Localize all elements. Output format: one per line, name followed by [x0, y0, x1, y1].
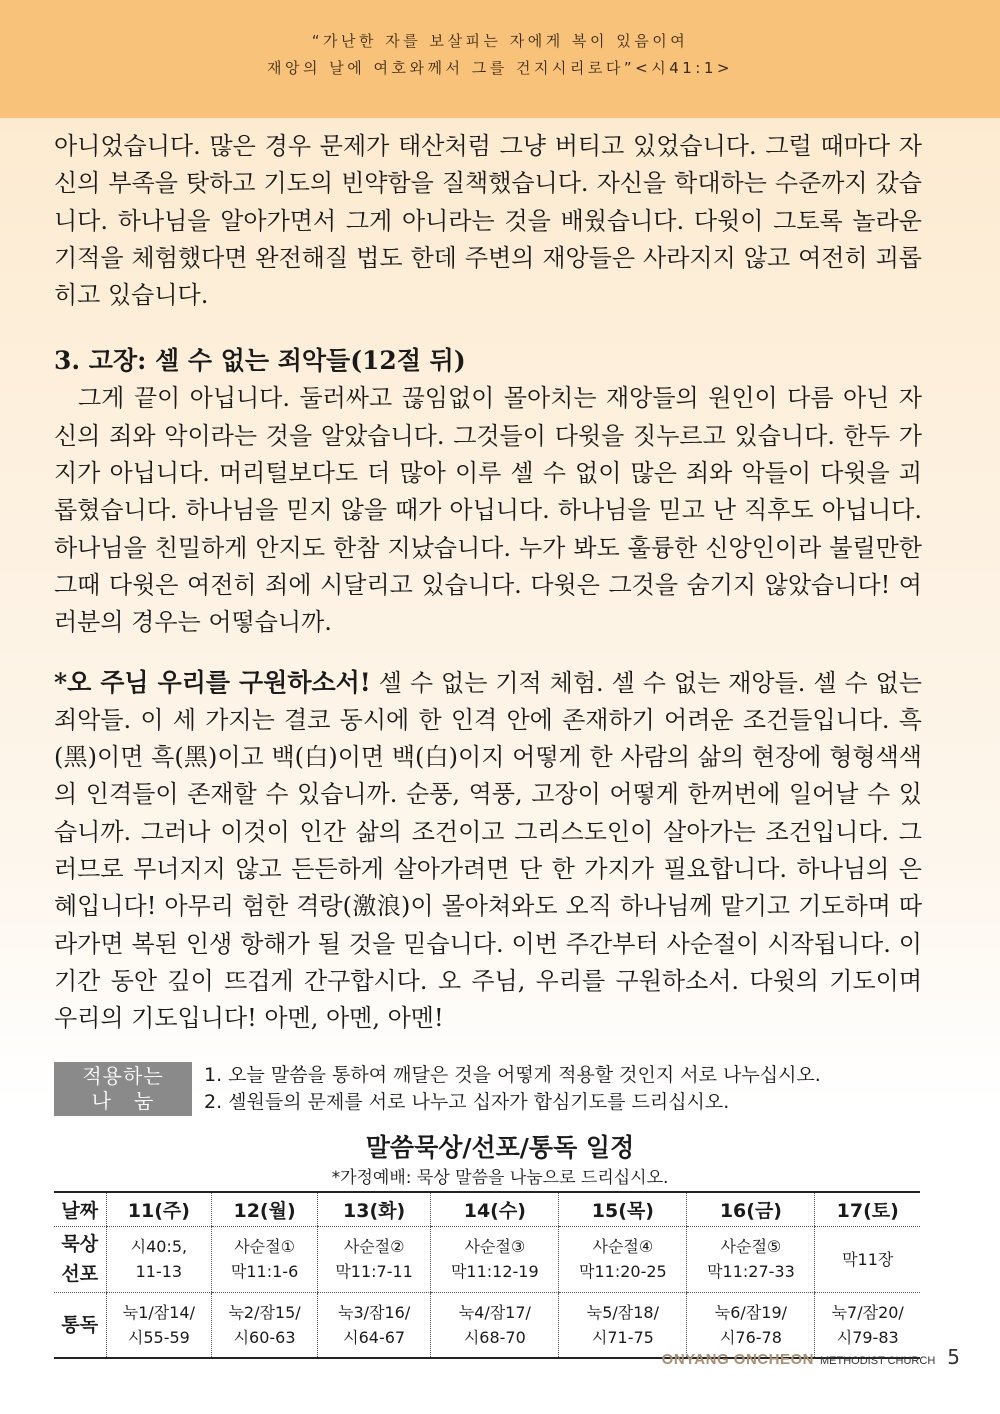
table-cell: 눅1/잠14/ 시55-59	[106, 1292, 212, 1358]
table-cell: 눅4/잠17/ 시68-70	[431, 1292, 559, 1358]
paragraph-1: 아니었습니다. 많은 경우 문제가 태산처럼 그냥 버티고 있었습니다. 그럴 때마다 자신의 부족을 탓하고 기도의 빈약함을 질책했습니다. 자신을 학대하는 수준까지 갔습니다. 하나님을 알아가면서 그게 아니라는 것을 배웠습니다. 다윗이 그토록 놀라운 기적을 체험했다면 완전해질 법도 한데 주변의 재앙들은 사라지지 않고 여전히 괴롭히고 있습니다.	[54, 132, 922, 310]
church-logo-sub: METHODIST CHURCH	[819, 1355, 936, 1367]
application-section	[54, 1062, 924, 1116]
table-cell: 눅5/잠18/ 시71-75	[559, 1292, 687, 1358]
table-header-date: 날짜	[54, 1192, 106, 1226]
schedule-table	[54, 1191, 920, 1359]
row-label-reading: 통독	[61, 1313, 99, 1336]
application-item-2: 2. 셀원들의 문제를 서로 나누고 십자가 합심기도를 드리십시오.	[204, 1091, 730, 1113]
table-cell: 눅3/잠16/ 시64-67	[317, 1292, 430, 1358]
table-cell: 막11장	[815, 1226, 920, 1292]
table-cell: 사순절② 막11:7-11	[317, 1226, 430, 1292]
page-number: 5	[947, 1345, 960, 1369]
table-header-day: 17(토)	[815, 1192, 920, 1226]
schedule-note: *가정예배: 묵상 말씀을 나눔으로 드리십시오.	[331, 1168, 669, 1188]
table-header-day: 16(금)	[687, 1192, 815, 1226]
application-item-1: 1. 오늘 말씀을 통하여 깨달은 것을 어떻게 적용할 것인지 서로 나누십시오.	[204, 1064, 821, 1086]
table-header-day: 15(목)	[559, 1192, 687, 1226]
table-row	[54, 1226, 920, 1292]
table-cell: 사순절① 막11:1-6	[212, 1226, 318, 1292]
table-header-day: 11(주)	[106, 1192, 212, 1226]
table-cell: 사순절③ 막11:12-19	[431, 1226, 559, 1292]
table-cell: 눅7/잠20/ 시79-83	[815, 1292, 920, 1358]
header-verse-line2: 재앙의 날에 여호와께서 그를 건지시리로다”<시41:1>	[267, 59, 733, 77]
header-verse-banner	[0, 0, 1000, 118]
table-cell: 사순절⑤ 막11:27-33	[687, 1226, 815, 1292]
schedule-title: 말씀묵상/선포/통독 일정	[365, 1133, 635, 1162]
row-label-meditation: 묵상 선포	[54, 1226, 106, 1292]
table-cell: 눅6/잠19/ 시76-78	[687, 1292, 815, 1358]
header-verse-line1: “가난한 자를 보살피는 자에게 복이 있음이여	[311, 32, 689, 50]
page-footer	[662, 1345, 960, 1369]
prayer-heading: *오 주님 우리를 구원하소서!	[54, 667, 371, 697]
sermon-body	[54, 128, 922, 1038]
table-cell: 사순절④ 막11:20-25	[559, 1226, 687, 1292]
table-header-day: 12(월)	[212, 1192, 318, 1226]
table-header-day: 13(화)	[317, 1192, 430, 1226]
application-items	[204, 1062, 821, 1116]
paragraph-3-text: 셀 수 없는 기적 체험. 셀 수 없는 재앙들. 셀 수 없는 죄악들. 이 세 가지는 결코 동시에 한 인격 안에 존재하기 어려운 조건들입니다. 흑(黑)이면 흑(黑)이고 백(白)이면 백(白)이지 어떻게 한 사람의 삶의 현장에 형형색색의 인격들이 존재할 수 있습니까. 순풍, 역풍, 고장이 어떻게 한꺼번에 일어날 수 있습니까. 그러나 이것이 인간 삶의 조건이고 그리스도인이 살아가는 조건입니다. 그러므로 무너지지 않고 든든하게 살아가려면 단 한 가지가 필요합니다. 하나님의 은혜입니다! 아무리 험한 격랑(激浪)이 몰아쳐와도 오직 하나님께 맡기고 기도하며 따라가면 복된 인생 항해가 될 것을 믿습니다. 이번 주간부터 사순절이 시작됩니다. 이 기간 동안 깊이 뜨겁게 간구합시다. 오 주님, 우리를 구원하소서. 다윗의 기도이며 우리의 기도입니다! 아멘, 아멘, 아멘!	[54, 668, 922, 1033]
table-header-day: 14(수)	[431, 1192, 559, 1226]
paragraph-2: 그게 끝이 아닙니다. 둘러싸고 끊임없이 몰아치는 재앙들의 원인이 다름 아닌 자신의 죄와 악이라는 것을 알았습니다. 그것들이 다윗을 짓누르고 있습니다. 한두 가지가 아닙니다. 머리털보다도 더 많아 이루 셀 수 없이 많은 죄와 악들이 다윗을 괴롭혔습니다. 하나님을 믿지 않을 때가 아닙니다. 하나님을 믿고 난 직후도 아닙니다. 하나님을 친밀하게 안지도 한참 지났습니다. 누가 봐도 훌륭한 신앙인이라 불릴만한 그때 다윗은 여전히 죄에 시달리고 있습니다. 다윗은 그것을 숨기지 않았습니다! 여러분의 경우는 어떻습니까.	[54, 384, 922, 637]
paragraph-3	[54, 664, 922, 1038]
table-cell: 시40:5, 11-13	[106, 1226, 212, 1292]
church-logo-name: ONYANG ONCHEON	[661, 1351, 814, 1368]
application-label: 적용하는 나 눔	[54, 1062, 192, 1116]
table-cell: 눅2/잠15/ 시60-63	[212, 1292, 318, 1358]
section-3-title: 3. 고장: 셀 수 없는 죄악들(12절 뒤)	[54, 346, 466, 376]
